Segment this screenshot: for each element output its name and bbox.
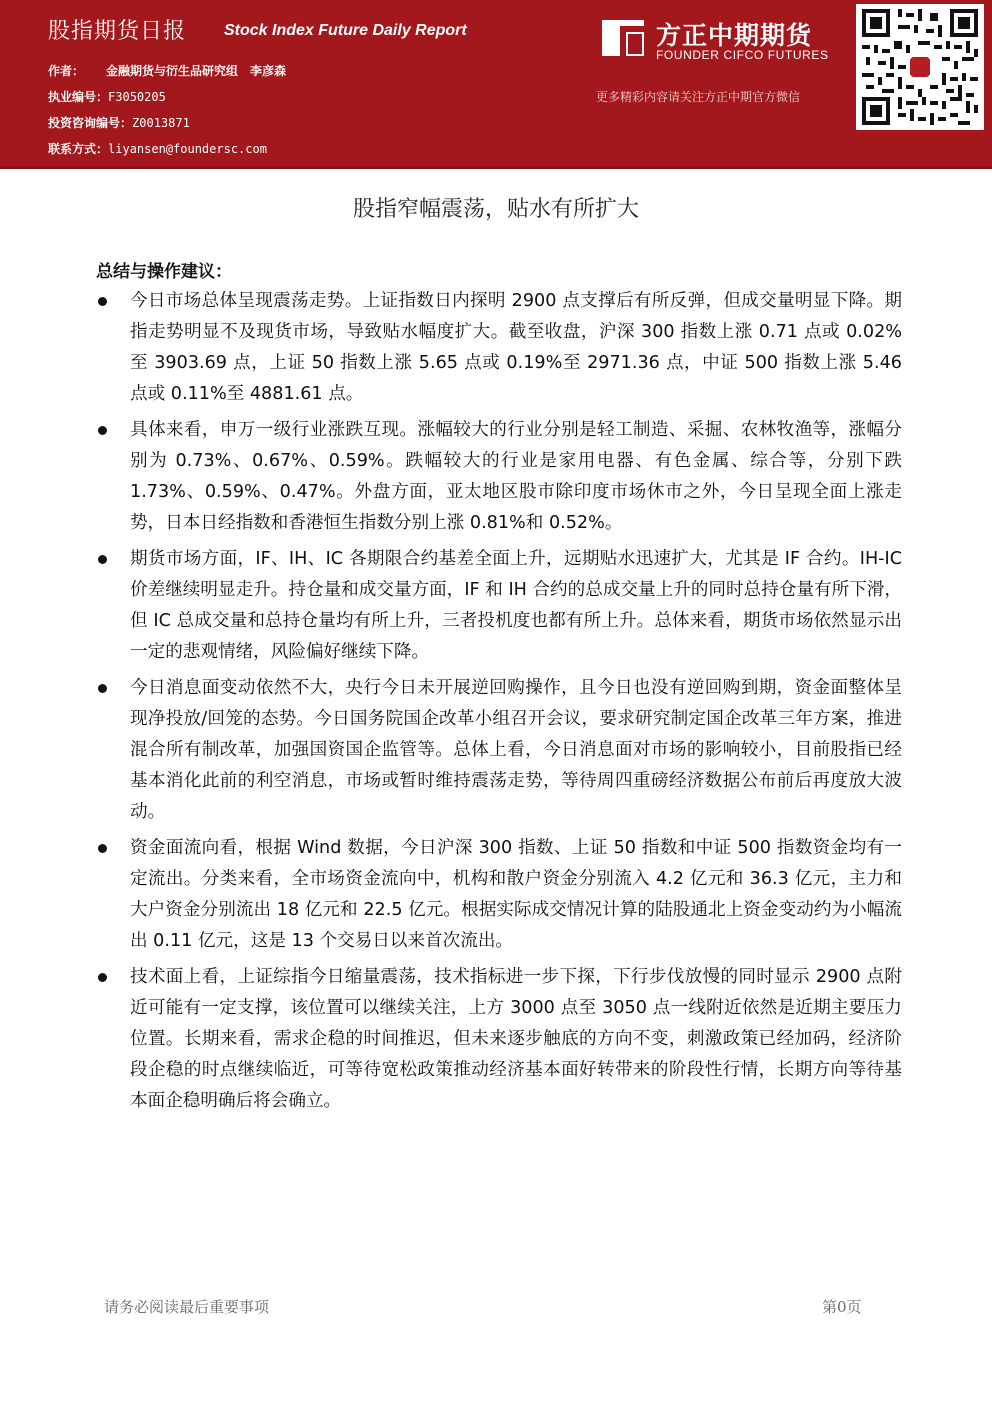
report-header-band bbox=[0, 0, 992, 166]
report-title-en: Stock Index Future Daily Report bbox=[224, 22, 467, 39]
contact-email[interactable]: liyansen@foundersc.com bbox=[108, 142, 267, 156]
bullet-text: 具体来看，申万一级行业涨跌互现。涨幅较大的行业分别是轻工制造、采掘、农林牧渔等，涨幅分别为 0.73%、0.67%、0.59%。跌幅较大的行业是家用电器、有色金属、综合等，分别下跌 1.73%、0.59%、0.47%。外盘方面，亚太地区股市除印度市场休市之外，今日呈现全面上涨走势，日本日经指数和香港恒生指数分别上涨 0.81%和 0.52%。 bbox=[130, 420, 902, 533]
footer-notice: 请务必阅读最后重要事项 bbox=[104, 1298, 270, 1316]
bullet-dot-icon bbox=[98, 297, 107, 306]
summary-bullet-list bbox=[96, 286, 902, 1122]
summary-bullet bbox=[96, 544, 902, 668]
wechat-follow-note: 更多精彩内容请关注方正中期官方微信 bbox=[596, 90, 801, 104]
logo-text-en: FOUNDER CIFCO FUTURES bbox=[656, 48, 829, 62]
company-logo bbox=[598, 16, 848, 66]
header-divider bbox=[0, 166, 992, 169]
bullet-dot-icon bbox=[98, 555, 107, 564]
license-line bbox=[48, 88, 166, 105]
bullet-dot-icon bbox=[98, 426, 107, 435]
summary-bullet bbox=[96, 415, 902, 539]
bullet-text: 期货市场方面，IF、IH、IC 各期限合约基差全面上升，远期贴水迅速扩大，尤其是 IF 合约。IH-IC 价差继续明显走升。持仓量和成交量方面，IF 和 IH 合约的总成交量上升的同时总持仓量有所下滑，但 IC 总成交量和总持仓量均有所上升，三者投机度也都有所上升。总体来看，期货市场依然显示出一定的悲观情绪，风险偏好继续下降。 bbox=[130, 549, 902, 662]
summary-bullet bbox=[96, 962, 902, 1117]
bullet-dot-icon bbox=[98, 844, 107, 853]
author-line bbox=[48, 62, 286, 79]
license-value: F3050205 bbox=[108, 90, 166, 104]
license-label: 执业编号： bbox=[48, 90, 109, 104]
report-title-cn: 股指期货日报 bbox=[48, 19, 187, 44]
logo-text-cn: 方正中期期货 bbox=[656, 21, 813, 50]
bullet-text: 今日市场总体呈现震荡走势。上证指数日内探明 2900 点支撑后有所反弹，但成交量明显下降。期指走势明显不及现货市场，导致贴水幅度扩大。截至收盘，沪深 300 指数上涨 0.71 点或 0.02%至 3903.69 点，上证 50 指数上涨 5.65 点或 0.19%至 2971.36 点，中证 500 指数上涨 5.46 点或 0.11%至 4881.61 点。 bbox=[130, 291, 902, 404]
summary-bullet bbox=[96, 286, 902, 410]
qr-code-icon bbox=[861, 9, 979, 125]
bullet-text: 资金面流向看，根据 Wind 数据，今日沪深 300 指数、上证 50 指数和中证 500 指数资金均有一定流出。分类来看，全市场资金流向中，机构和散户资金分别流入 4.2 亿元和 36.3 亿元，主力和大户资金分别流出 18 亿元和 22.5 亿元。根据实际成交情况计算的陆股通北上资金变动约为小幅流出 0.11 亿元，这是 13 个交易日以来首次流出。 bbox=[130, 838, 902, 951]
logo-mark-icon bbox=[598, 16, 648, 60]
author-value: 金融期货与衍生品研究组 李彦森 bbox=[106, 64, 287, 78]
summary-bullet bbox=[96, 833, 902, 957]
author-label: 作者： bbox=[48, 64, 85, 78]
bullet-dot-icon bbox=[98, 684, 107, 693]
page-number: 第0页 bbox=[822, 1298, 862, 1316]
document-title: 股指窄幅震荡，贴水有所扩大 bbox=[352, 197, 639, 222]
bullet-text: 今日消息面变动依然不大，央行今日未开展逆回购操作，且今日也没有逆回购到期，资金面整体呈现净投放/回笼的态势。今日国务院国企改革小组召开会议，要求研究制定国企改革三年方案，推进混合所有制改革，加强国资国企监管等。总体上看，今日消息面对市场的影响较小，目前股指已经基本消化此前的利空消息，市场或暂时维持震荡走势，等待周四重磅经济数据公布前后再度放大波动。 bbox=[130, 678, 902, 822]
contact-label: 联系方式： bbox=[48, 142, 109, 156]
contact-line bbox=[48, 140, 267, 157]
consult-label: 投资咨询编号： bbox=[48, 116, 133, 130]
consult-value: Z0013871 bbox=[132, 116, 190, 130]
consult-line bbox=[48, 114, 190, 131]
summary-bullet bbox=[96, 673, 902, 828]
bullet-text: 技术面上看，上证综指今日缩量震荡，技术指标进一步下探，下行步伐放慢的同时显示 2900 点附近可能有一定支撑，该位置可以继续关注，上方 3000 点至 3050 点一线附近依然是近期主要压力位置。长期来看，需求企稳的时间推迟，但未来逐步触底的方向不变，刺激政策已经加码，经济阶段企稳的时点继续临近，可等待宽松政策推动经济基本面好转带来的阶段性行情，长期方向等待基本面企稳明确后将会确立。 bbox=[130, 967, 902, 1111]
section-title: 总结与操作建议： bbox=[96, 262, 232, 282]
qr-code[interactable] bbox=[856, 4, 984, 130]
bullet-dot-icon bbox=[98, 973, 107, 982]
